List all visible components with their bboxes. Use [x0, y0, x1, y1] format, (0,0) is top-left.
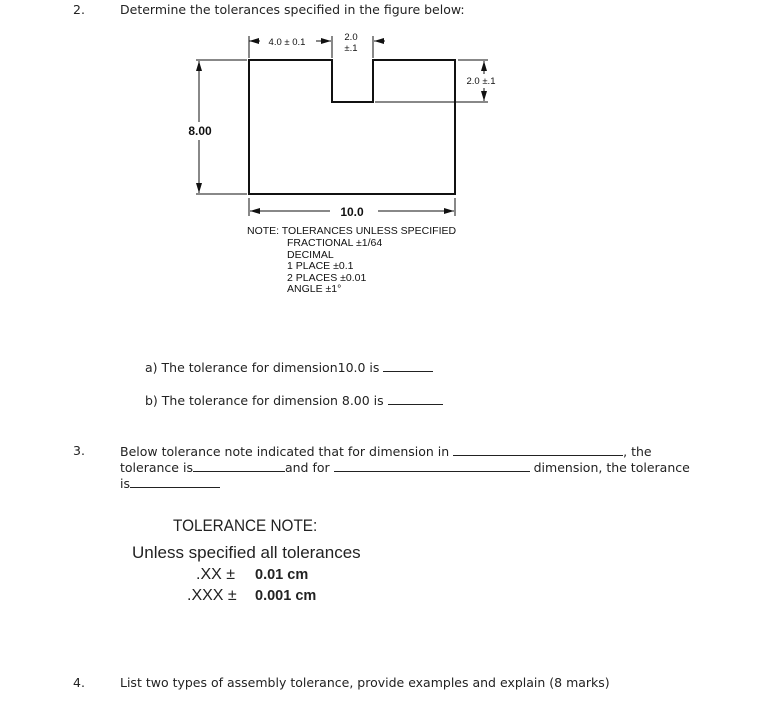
question-2a — [145, 359, 433, 375]
text: tolerance is — [120, 460, 193, 475]
dim-depth-label: 2.0 ±.1 — [466, 76, 496, 87]
question-2b-text: b) The tolerance for dimension 8.00 is — [145, 393, 384, 408]
question-2b — [145, 392, 443, 408]
answer-blank[interactable] — [193, 459, 285, 472]
answer-blank[interactable] — [453, 443, 623, 456]
text: is — [120, 476, 130, 491]
part-outline — [249, 60, 455, 194]
question-3-line-3 — [120, 475, 220, 491]
note-line: 1 PLACE ±0.1 — [287, 260, 354, 272]
dim-left-label: 4.0 ± 0.1 — [268, 37, 306, 48]
dim-slot-value: 2.0 — [344, 32, 358, 43]
tolerance-row-xx-label: .XX ± — [196, 566, 236, 583]
text: , the — [623, 444, 652, 459]
dim-height-label: 8.00 — [188, 124, 212, 138]
tolerance-note-title: TOLERANCE NOTE: — [173, 516, 318, 535]
question-2-prompt: Determine the tolerances specified in the figure below: — [120, 2, 465, 17]
tolerance-figure — [0, 0, 766, 300]
question-3-line-2 — [120, 459, 690, 475]
dim-slot-tolerance: ±.1 — [344, 43, 358, 54]
dim-width-label: 10.0 — [340, 205, 364, 219]
answer-blank[interactable] — [383, 359, 433, 372]
question-2a-text: a) The tolerance for dimension10.0 is — [145, 360, 380, 375]
figure-note-title: NOTE: TOLERANCES UNLESS SPECIFIED — [247, 225, 457, 237]
tolerance-row-xxx-value: 0.001 cm — [255, 588, 317, 604]
tolerance-row-xxx-label: .XXX ± — [187, 587, 237, 604]
answer-blank[interactable] — [130, 475, 220, 488]
tolerance-note-line: Unless specified all tolerances — [132, 543, 361, 562]
note-line: FRACTIONAL ±1/64 — [287, 237, 383, 249]
note-line: ANGLE ±1° — [287, 283, 342, 295]
note-line: DECIMAL — [287, 248, 334, 261]
text: Below tolerance note indicated that for dimension in — [120, 444, 450, 459]
figure-note-lines — [287, 238, 382, 296]
question-4-number: 4. — [73, 675, 85, 690]
note-line: 2 PLACES ±0.01 — [287, 271, 367, 284]
question-2-number: 2. — [73, 2, 85, 17]
text: dimension, the tolerance — [533, 460, 690, 475]
question-3-line-1 — [120, 443, 652, 459]
question-3-number: 3. — [73, 443, 85, 458]
answer-blank[interactable] — [388, 392, 443, 405]
answer-blank[interactable] — [334, 459, 530, 472]
tolerance-row-xx-value: 0.01 cm — [255, 567, 309, 583]
question-4-prompt: List two types of assembly tolerance, provide examples and explain (8 marks) — [120, 675, 610, 690]
text: and for — [284, 460, 330, 475]
